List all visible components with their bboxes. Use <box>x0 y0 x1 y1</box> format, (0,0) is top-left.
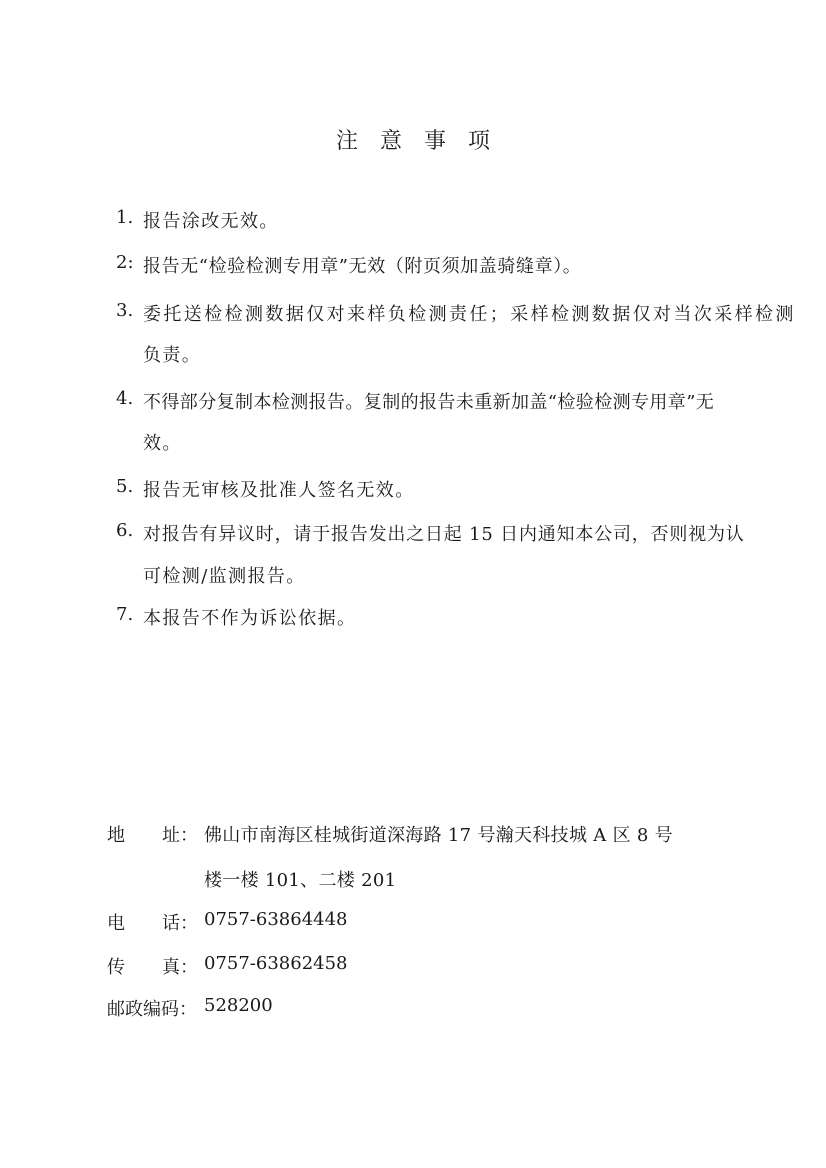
notice-text-continued: 可检测/监测报告。 <box>143 566 306 587</box>
notice-number: 6. <box>116 520 134 541</box>
notice-number: 5. <box>116 476 134 497</box>
phone-label: 电 <box>107 913 125 934</box>
postcode-label: 邮政编码： <box>107 999 197 1020</box>
fax-label: 传 <box>107 957 125 978</box>
notice-number: 7. <box>116 604 134 625</box>
address-label: 地 <box>107 825 125 846</box>
fax-label: 真： <box>162 957 198 978</box>
fax-value: 0757-63862458 <box>204 953 348 974</box>
notice-number: 3. <box>116 300 134 321</box>
notice-text: 委托送检检测数据仅对来样负检测责任；采样检测数据仅对当次采样检测 <box>143 304 796 325</box>
notice-text: 报告无“检验检测专用章”无效（附页须加盖骑缝章）。 <box>143 256 582 277</box>
address-value: 佛山市南海区桂城街道深海路 17 号瀚天科技城 A 区 8 号 <box>204 825 673 846</box>
postcode-value: 528200 <box>204 995 273 1016</box>
notice-text: 报告无审核及批准人签名无效。 <box>143 480 415 501</box>
notice-text-continued: 负责。 <box>143 345 202 366</box>
phone-value: 0757-63864448 <box>204 909 348 930</box>
phone-label: 话： <box>162 913 198 934</box>
notice-text: 本报告不作为诉讼依据。 <box>143 608 357 629</box>
address-value-continued: 楼一楼 101、二楼 201 <box>204 870 397 891</box>
address-label: 址： <box>162 825 198 846</box>
notice-number: 1. <box>116 207 134 228</box>
page-title: 注意事项 <box>335 129 512 154</box>
notice-text: 对报告有异议时，请于报告发出之日起 15 日内通知本公司，否则视为认 <box>143 524 745 545</box>
notice-text-continued: 效。 <box>143 433 182 454</box>
notice-number: 4. <box>116 388 134 409</box>
notice-number: 2: <box>116 252 134 273</box>
notice-text: 报告涂改无效。 <box>143 211 279 232</box>
notice-text: 不得部分复制本检测报告。复制的报告未重新加盖“检验检测专用章”无 <box>143 392 715 413</box>
